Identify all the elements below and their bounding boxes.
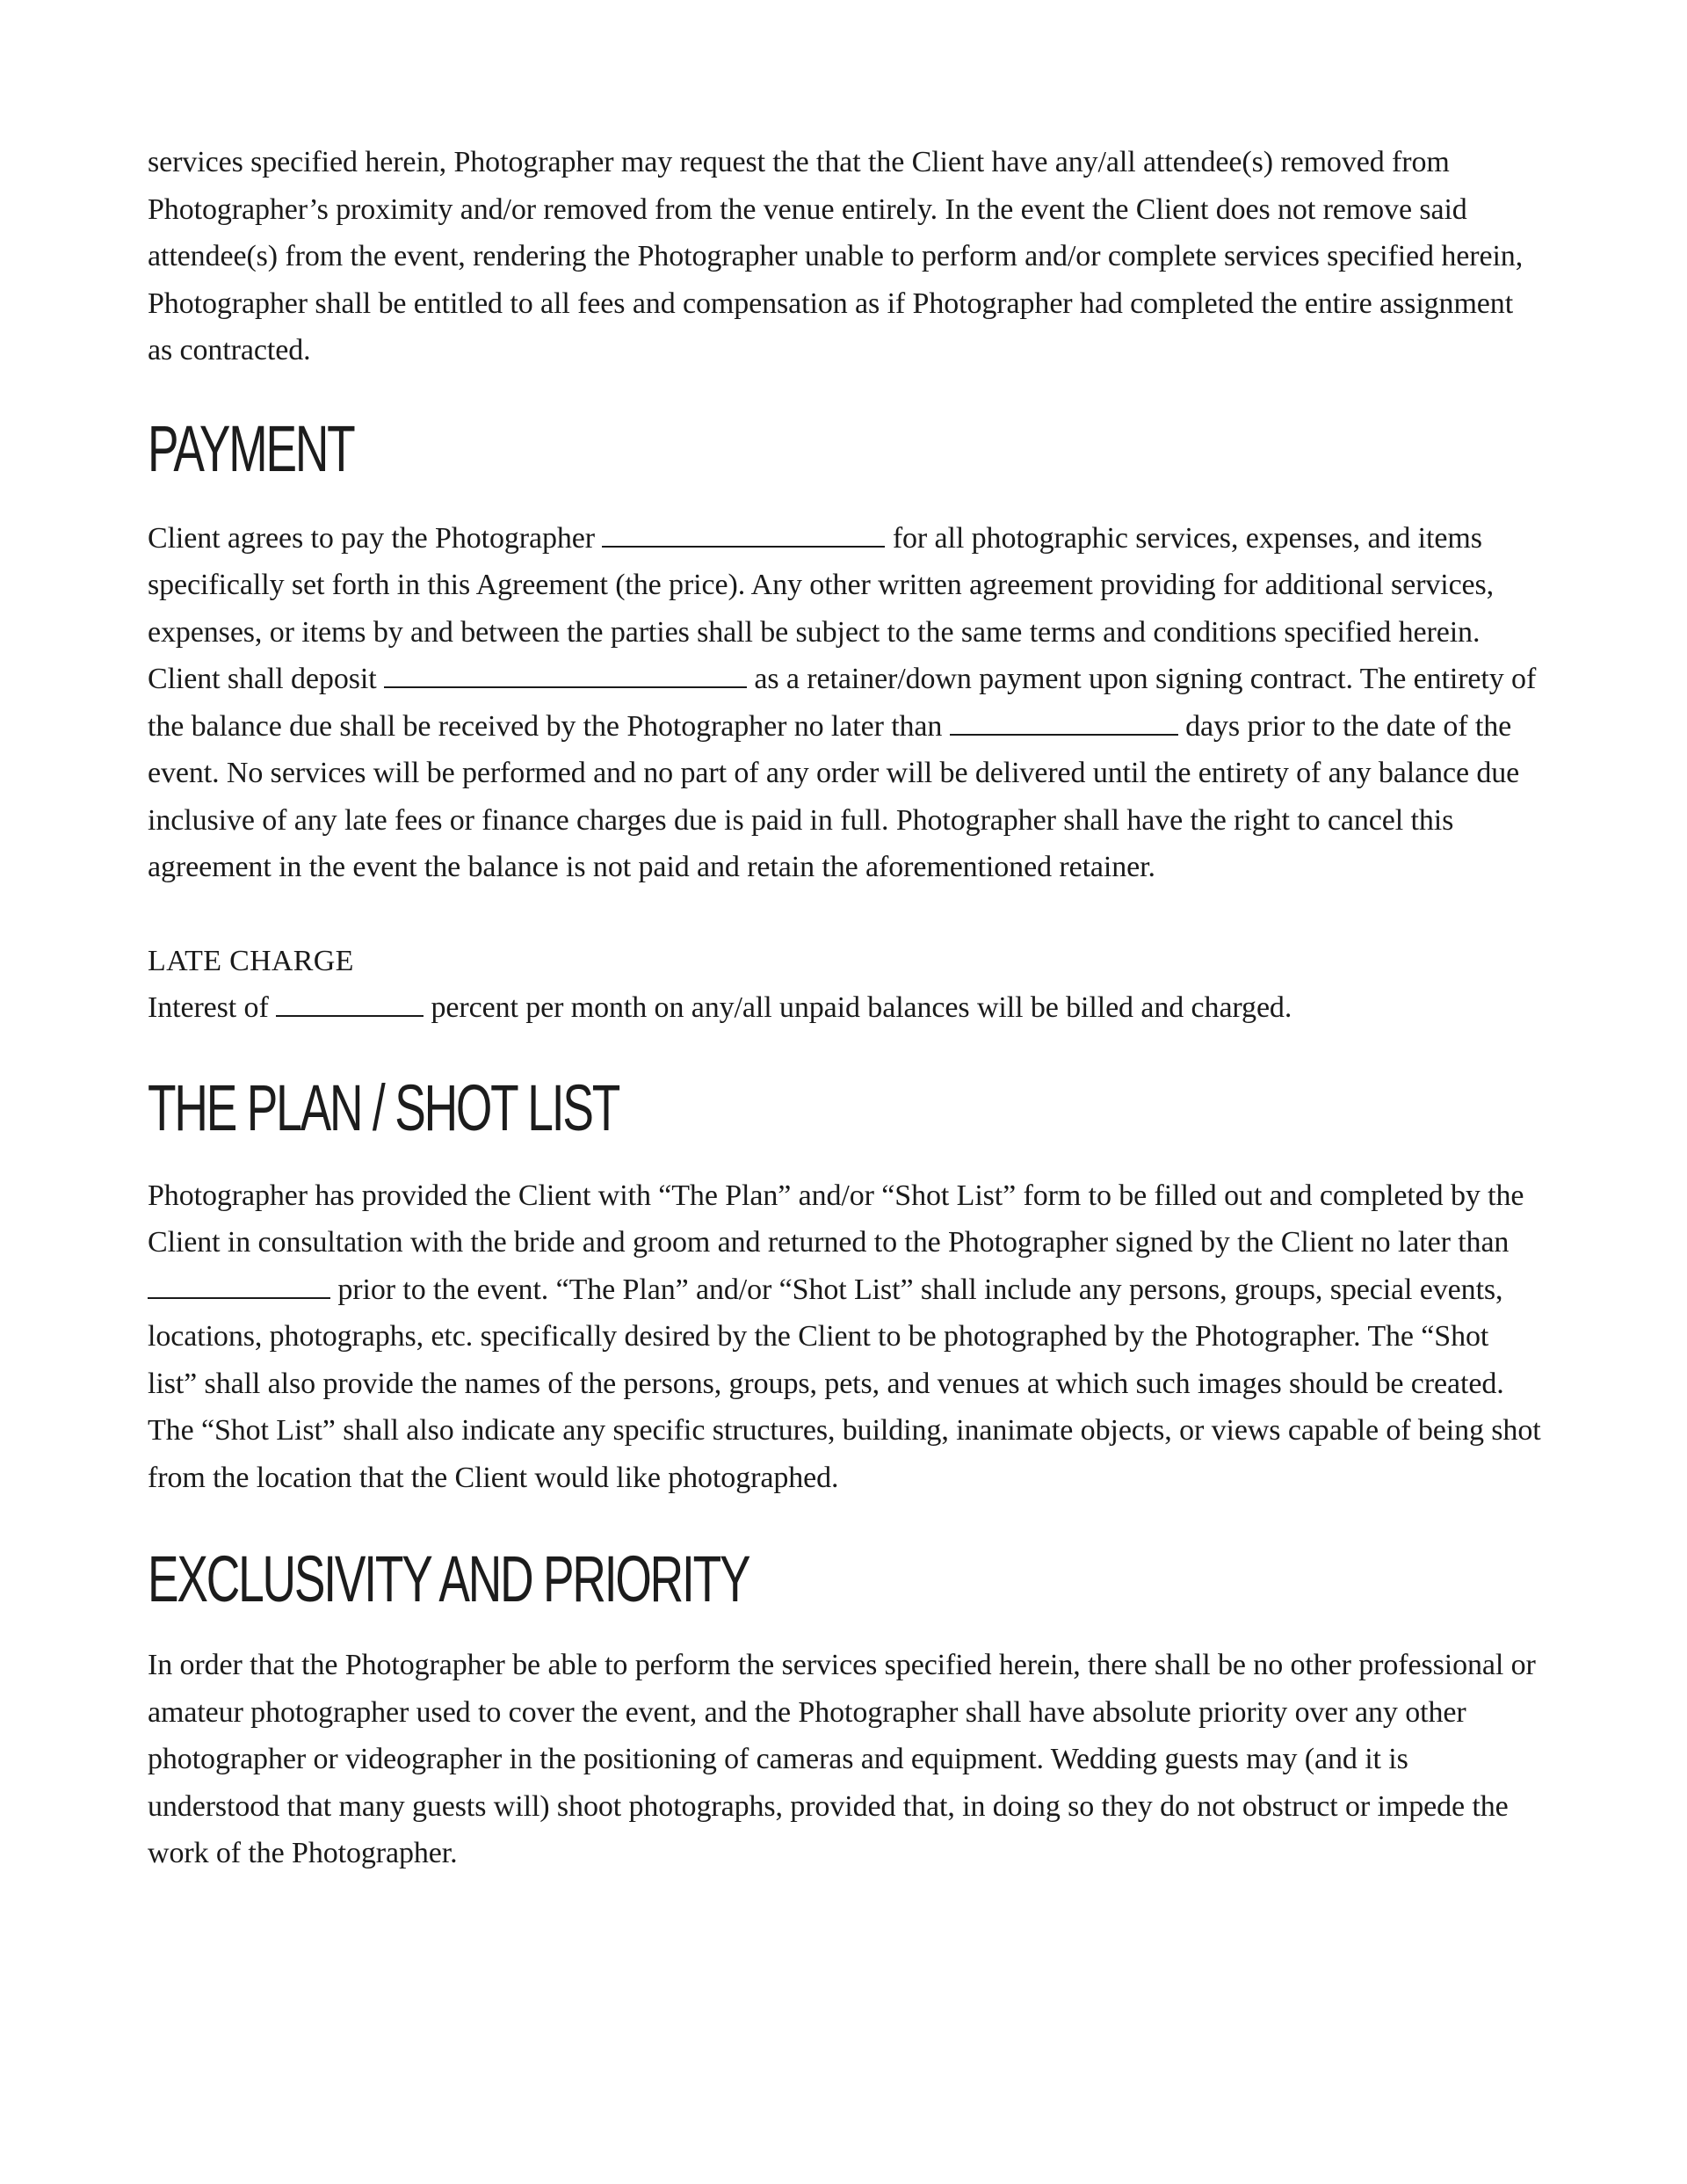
shot-list-deadline-blank-field[interactable] — [148, 1270, 330, 1299]
payment-text-1: Client agrees to pay the Photographer — [148, 521, 595, 555]
late-charge-text-2: percent per month on any/all unpaid balances will be billed and charged. — [431, 991, 1292, 1024]
late-charge-paragraph — [148, 984, 1545, 1032]
contract-page — [148, 139, 1545, 1877]
days-prior-blank-field[interactable] — [950, 707, 1178, 736]
deposit-blank-field[interactable] — [384, 659, 747, 688]
intro-paragraph: services specified herein, Photographer may request the that the Client have any/all attendee(s) removed from Photographer’s proximity and/or removed from the venue entirely. In the event the Client does not remove said attendee(s) from the event, rendering the Photographer unable to perform and/or complete services specified herein, Photographer shall be entitled to all fees and compensation as if Photographer had completed the entire assignment as contracted. — [148, 146, 1524, 366]
payment-text-4: days prior to the date of the event. No services will be performed and no part of any order will be delivered until the entirety of any balance due inclusive of any late fees or finance charges due is paid in full. Photographer shall have the right to cancel this agreement in the event the balance is not paid and retain the aforementioned retainer. — [148, 709, 1520, 883]
payment-paragraph — [148, 515, 1545, 891]
payment-heading: PAYMENT — [148, 411, 354, 485]
plan-text-2: prior to the event. “The Plan” and/or “Shot List” shall include any persons, groups, special events, locations, photographs, etc. specifically desired by the Client to be photographed by the Photographer. The “Shot list” shall also provide the names of the persons, groups, pets, and venues at which such images should be created. The “Shot List” shall also indicate any specific structures, building, inanimate objects, or views capable of being shot from the location that the Client would like photographed. — [148, 1273, 1541, 1494]
exclusivity-heading: EXCLUSIVITY AND PRIORITY — [148, 1542, 749, 1615]
late-charge-text-1: Interest of — [148, 991, 269, 1024]
late-charge-label: LATE CHARGE — [148, 944, 354, 977]
payment-text-2: for all photographic services, expenses, and items specifically set forth in this Agreement (the price). Any other written agreement providing for additional services, expenses, or items by and between the parties shall be subject to the same terms and conditions specified herein. Client shall deposit — [148, 521, 1495, 695]
plan-shot-list-heading: THE PLAN / SHOT LIST — [148, 1070, 619, 1144]
price-blank-field[interactable] — [602, 519, 885, 548]
payment-text-3: as a retainer/down payment upon signing contract. The entirety of the balance due shall be received by the Photographer no later than — [148, 663, 1537, 743]
exclusivity-paragraph: In order that the Photographer be able to perform the services specified herein, there shall be no other professional or amateur photographer used to cover the event, and the Photographer shall have absolute priority over any other photographer or videographer in the positioning of cameras and equipment. Wedding guests may (and it is understood that many guests will) shoot photographs, provided that, in doing so they do not obstruct or impede the work of the Photographer. — [148, 1649, 1536, 1869]
plan-text-1: Photographer has provided the Client with “The Plan” and/or “Shot List” form to be filled out and completed by the Client in consultation with the bride and groom and returned to the Photographer signed by the Client no later than — [148, 1179, 1524, 1259]
plan-paragraph — [148, 1172, 1545, 1502]
interest-percent-blank-field[interactable] — [276, 988, 424, 1017]
